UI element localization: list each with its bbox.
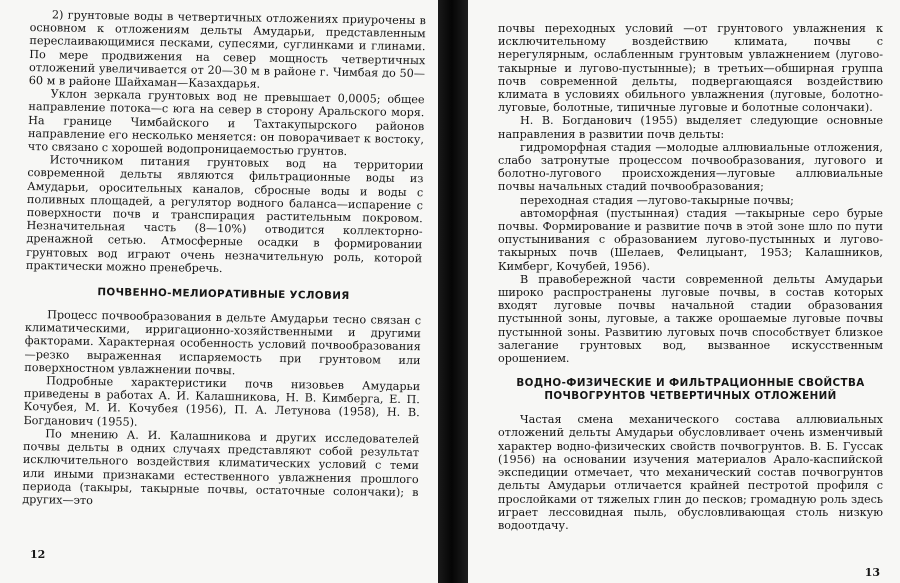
right-para-2: Н. В. Богданович (1955) выделяет следующие основные направления в развитии почв дельты: bbox=[498, 114, 883, 141]
right-para-5: автоморфная (пустынная) стадия —такырные серо бурые почвы. Формирование и развитие почв в этой зоне шло по пути опустынивания с образованием лугово-пустынных и лугово-такырных почв (Шелаев, Фелицыант, 1953; Калашников, Кимберг, Кочубей, 1956). bbox=[498, 206, 883, 273]
right-para-4: переходная стадия —лугово-такырные почвы; bbox=[520, 193, 794, 207]
right-para-1: почвы переходных условий —от грунтового увлажнения к исключительному воздействию климата, почвы с нерегулярным, ослабленным грунтовым увлажнением (лугово-такырные и лугово-пустынные); в третьих—обширная группа почв современной дельты, подвергающаяся воздействию климата в условиях обильного увлажнения (луговые, болотно-луговые, болотные, типичные луговые и болотные солончаки). bbox=[498, 22, 883, 115]
right-para-3: гидроморфная стадия —молодые аллювиальные отложения, слабо затронутые процессом почвообразования, лугового и болотно-лугового происхождения—луговые аллювиальные почвы начальных стадий почвообразования; bbox=[498, 140, 883, 194]
left-page-text bbox=[22, 8, 426, 512]
section-heading-water-properties: ВОДНО-ФИЗИЧЕСКИЕ И ФИЛЬТРАЦИОННЫЕ СВОЙСТВА ПОЧВОГРУНТОВ ЧЕТВЕРТИЧНЫХ ОТЛОЖЕНИЙ bbox=[516, 377, 865, 403]
page-number-right: 13 bbox=[864, 566, 880, 579]
right-page bbox=[468, 0, 900, 583]
left-para-2: Уклон зеркала грунтовых вод не превышает 0,0005; общее направление потока—с юга на север в сторону Аральского моря. На границе Чимбайского и Тахтакупырского районов направление его несколько меняется: он поворачивает к востоку, что связано с хорошей водопроницаемостью грунтов. bbox=[27, 87, 425, 159]
left-para-6: По мнению А. И. Калашникова и других исследователей почвы дельты в одних случаях представляют собой результат исключительного воздействия климатических условий с теми или иными признаками естественного увлажнения прошлого периода (такыры, такырные почвы, остаточные солончаки); в других—это bbox=[22, 427, 420, 507]
right-para-6: В правобережной части современной дельты Амударьи широко распространены луговые почвы, в состав которых входят луговые почвы начальной стадии образования пустынной зоны, луговые, а также орошаемые луговые почвы пустынной зоны. Развитию луговых почв способствует близкое залегание грунтовых вод, вызванное искусственным орошением. bbox=[498, 272, 883, 366]
left-para-3: Источником питания грунтовых вод на территории современной дельты являются фильтрационные воды из Амударьи, оросительных каналов, сбросные воды и воды с поливных площадей, а регулятор водного баланса—испарение с поверхности почв и транспирация растительным покровом. Незначительная часть (8—10%) отводится коллекторно-дренажной сетью. Атмосферные осадки в формировании грунтовых вод играют очень незначительную роль, которой практически можно пренебречь. bbox=[25, 153, 424, 275]
right-para-7: Частая смена механического состава аллювиальных отложений дельты Амударьи обусловливает очень изменчивый характер водно-физических свойств почвогрунтов. В. Б. Гуссак (1956) на основании изучения материалов Арало-каспийской экспедиции отмечает, что механический состав почвогрунтов дельты Амударьи отличается крайней пестротой профиля с прослойками от тяжелых глин до песков; громадную роль здесь играет лессовидная пыль, обусловливающая столь низкую водоотдачу. bbox=[498, 413, 883, 532]
left-para-4: Процесс почвообразования в дельте Амударьи тесно связан с климатическими, ирригационно-хозяйственными и другими факторами. Характерная особенность условий почвообразования—резко выраженная испаряемость при грунтовом или поверхностном увлажнении почвы. bbox=[24, 308, 422, 378]
book-spine bbox=[438, 0, 468, 583]
left-page bbox=[0, 0, 438, 583]
left-para-1: 2) грунтовые воды в четвертичных отложениях приурочены в основном к отложениям дельты Амударьи, представленным переслаивающимися песками, супесями, суглинками и глинами. По мере продвижения на север мощность четвертичных отложений увеличивается от 20—30 м в районе г. Чимбая до 50—60 м в районе Шайхаман—Казахдарья. bbox=[28, 8, 426, 91]
left-para-5: Подробные характеристики почв низовьев Амударьи приведены в работах А. И. Калашникова, Н. В. Кимберга, Е. П. Кочубея, М. И. Кочубея (1956), П. А. Летунова (1958), Н. В. Богданович (1955). bbox=[23, 374, 421, 429]
right-page-text bbox=[498, 22, 883, 532]
section-heading-soil-melioration: ПОЧВЕННО-МЕЛИОРАТИВНЫЕ УСЛОВИЯ bbox=[97, 286, 350, 303]
page-number-left: 12 bbox=[30, 548, 46, 561]
